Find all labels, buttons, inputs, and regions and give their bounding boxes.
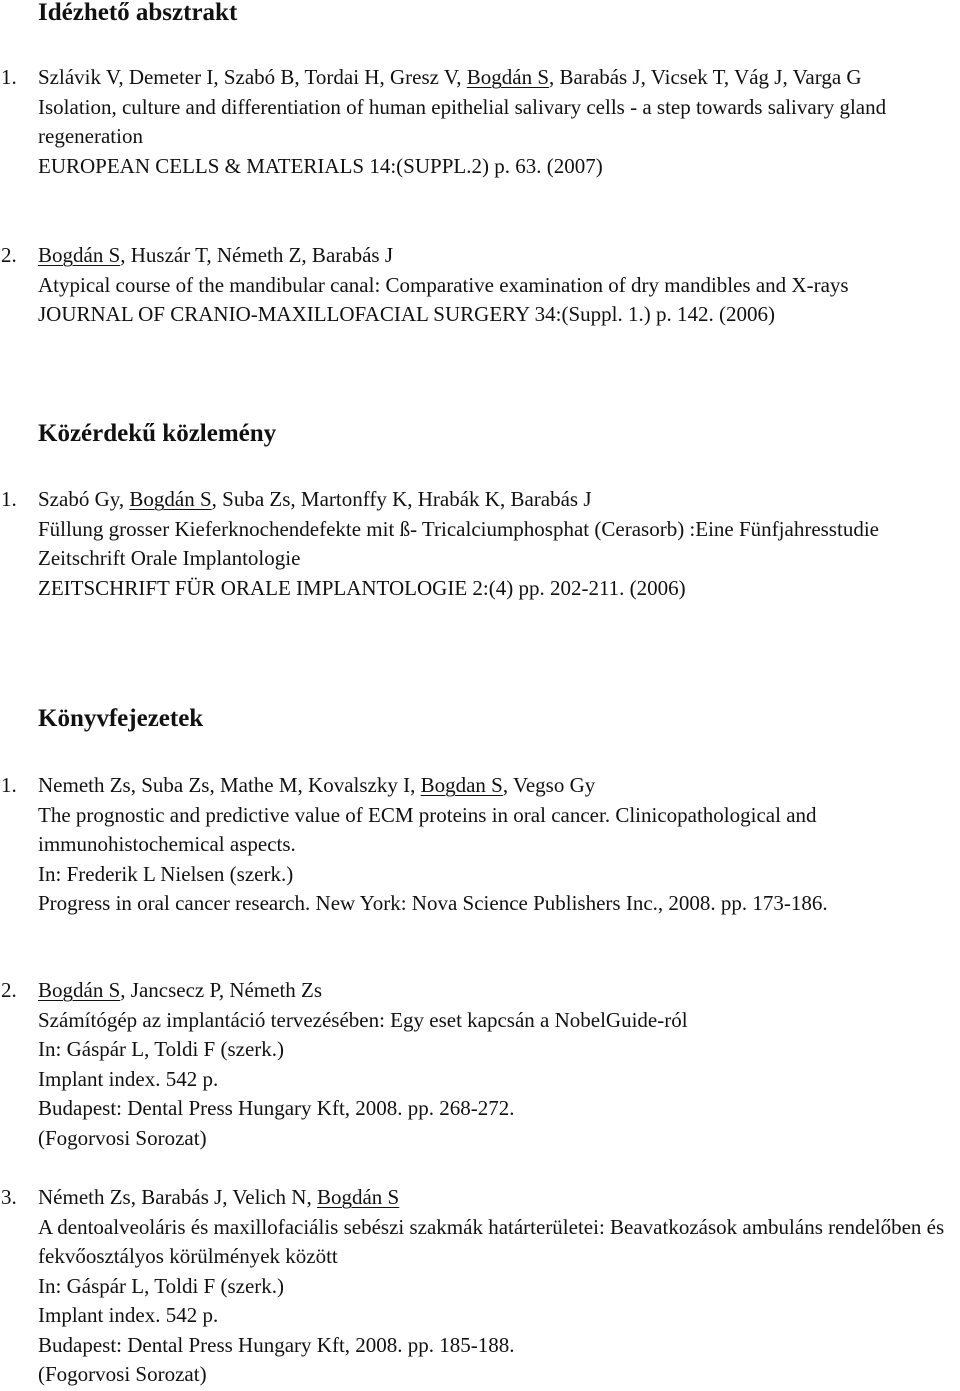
entry-authors: Nemeth Zs, Suba Zs, Mathe M, Kovalszky I, Bogdan S, Vegso Gy [38,773,596,797]
chapter-entry-1 [0,771,960,919]
chapter-entry-3 [0,1183,960,1390]
highlighted-author-link[interactable]: Bogdán S [129,487,212,511]
entry-publisher: Budapest: Dental Press Hungary Kft, 2008. pp. 185-188. [38,1332,515,1357]
entry-series: (Fogorvosi Sorozat) [38,1362,207,1386]
highlighted-author-link[interactable]: Bogdán S [466,65,550,89]
entry-authors: Németh Zs, Barabás J, Velich N, Bogdán S [38,1185,400,1209]
entry-number: 2. [1,243,17,267]
entry-title: Füllung grosser Kieferknochendefekte mit ß- Tricalciumphosphat (Cerasorb) :Eine Fünfjahresstudie Zeitschrift Orale Implantologie [38,516,879,570]
chapter-entry-2 [0,976,960,1153]
entry-title: A dentoalveoláris és maxillofaciális sebészi szakmák határterületei: Beavatkozások ambuláns rendelőben és fekvőosztályos körülmények között [38,1214,945,1268]
entry-authors: Szlávik V, Demeter I, Szabó B, Tordai H, Gresz V, Bogdán S, Barabás J, Vicsek T, Vág J, Varga G [38,65,862,89]
entry-editor: In: Gáspár L, Toldi F (szerk.) [38,1273,285,1298]
entry-title: Számítógép az implantáció tervezésében: Egy eset kapcsán a NobelGuide-ról [38,1007,688,1032]
entry-source: JOURNAL OF CRANIO-MAXILLOFACIAL SURGERY 34:(Suppl. 1.) p. 142. (2006) [38,302,775,326]
entry-source: EUROPEAN CELLS & MATERIALS 14:(SUPPL.2) p. 63. (2007) [38,153,603,178]
entry-publisher: Progress in oral cancer research. New York: Nova Science Publishers Inc., 2008. pp. 173-186. [38,891,828,915]
highlighted-author-link[interactable]: Bogdan S [420,773,503,797]
entry-number: 2. [1,978,17,1002]
entry-authors: Bogdán S, Jancsecz P, Németh Zs [38,978,323,1002]
section-heading-citable-abstracts: Idézhető absztrakt [38,0,238,26]
entry-authors: Szabó Gy, Bogdán S, Suba Zs, Martonffy K, Hrabák K, Barabás J [38,487,592,511]
highlighted-author-link[interactable]: Bogdán S [316,1185,400,1209]
abstract-entry-2 [0,241,960,330]
entry-editor: In: Frederik L Nielsen (szerk.) [38,861,294,886]
entry-editor: In: Gáspár L, Toldi F (szerk.) [38,1037,285,1061]
entry-number: 1. [1,65,17,89]
entry-source: ZEITSCHRIFT FÜR ORALE IMPLANTOLOGIE 2:(4) pp. 202-211. (2006) [38,575,686,600]
section-heading-book-chapters: Könyvfejezetek [38,705,204,732]
entry-title: Atypical course of the mandibular canal: Comparative examination of dry mandibles and X-rays [38,272,849,297]
public-entry-1 [0,485,960,603]
entry-number: 3. [1,1185,17,1209]
entry-series: (Fogorvosi Sorozat) [38,1125,207,1150]
entry-authors: Bogdán S, Huszár T, Németh Z, Barabás J [38,243,393,267]
entry-book: Implant index. 542 p. [38,1303,219,1327]
highlighted-author-link[interactable]: Bogdán S [38,243,121,267]
abstract-entry-1 [0,63,960,181]
section-heading-public-interest: Közérdekű közlemény [38,420,277,447]
highlighted-author-link[interactable]: Bogdán S [38,978,121,1002]
entry-publisher: Budapest: Dental Press Hungary Kft, 2008. pp. 268-272. [38,1096,515,1120]
entry-number: 1. [1,487,17,511]
entry-book: Implant index. 542 p. [38,1066,219,1091]
entry-title: The prognostic and predictive value of ECM proteins in oral cancer. Clinicopathological and immunohistochemical aspects. [38,802,817,856]
entry-title: Isolation, culture and differentiation of human epithelial salivary cells - a step towards salivary gland regeneration [38,94,887,148]
entry-number: 1. [1,773,17,797]
